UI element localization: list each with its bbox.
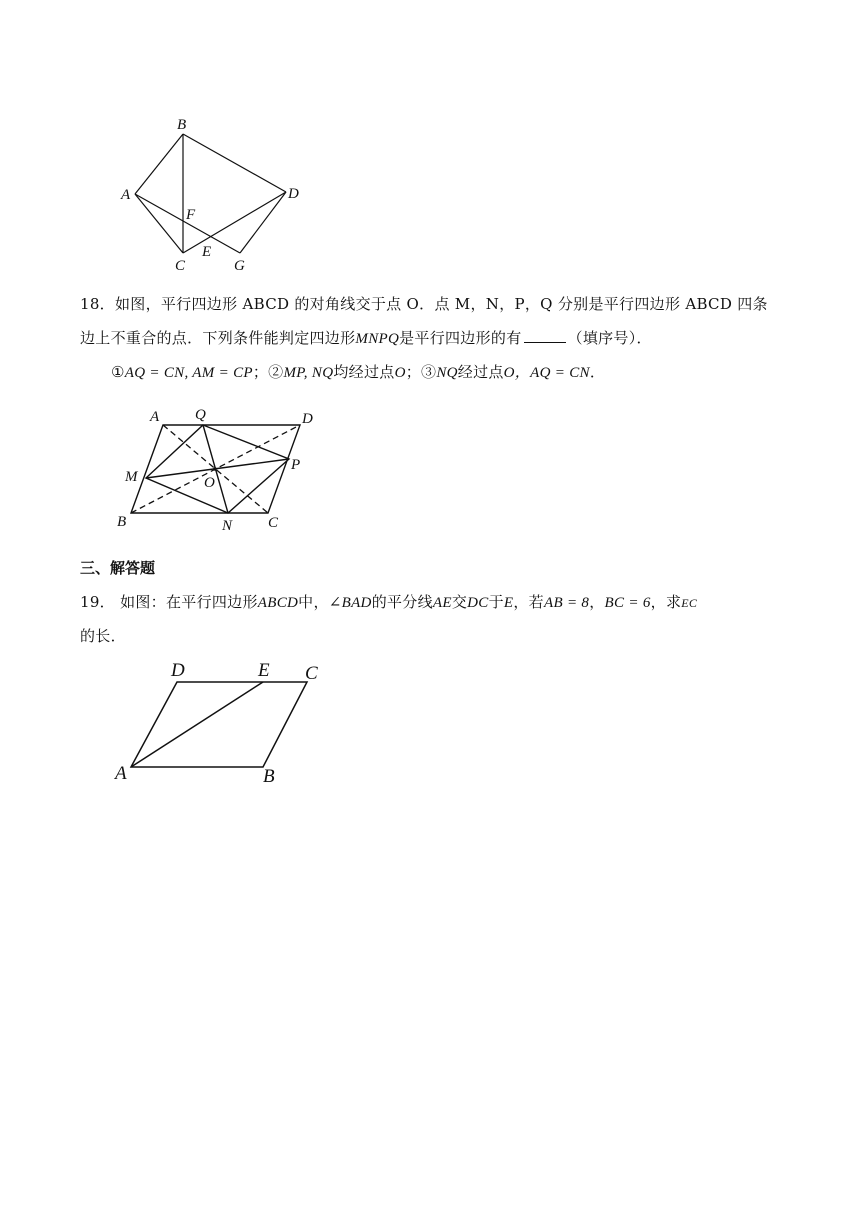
- option-end: ．: [589, 363, 606, 381]
- seg-bd: [183, 134, 286, 192]
- point-o: [213, 467, 217, 471]
- seg-cd: [183, 192, 286, 253]
- quadrilateral-mnpq: [146, 425, 289, 513]
- q19-math-a: ABCD: [257, 595, 299, 611]
- label-e: E: [202, 244, 212, 260]
- q19-text-g: ，: [589, 593, 605, 611]
- label-b: B: [177, 117, 187, 133]
- q19-text-c: 的平分线: [371, 593, 433, 611]
- label-a: A: [150, 409, 160, 425]
- q19-text-f: ，若: [513, 593, 544, 611]
- option-2-point: O: [394, 365, 406, 381]
- label-f: F: [186, 207, 196, 223]
- q18-line2: [80, 325, 652, 353]
- label-n: N: [222, 518, 233, 534]
- label-e: E: [258, 660, 270, 681]
- section-heading: 三、解答题: [80, 559, 156, 577]
- q19-text-d: 交: [451, 593, 468, 611]
- option-3-math2: AQ = CN: [530, 365, 590, 381]
- label-b: B: [117, 514, 127, 530]
- q19-text-e: 于: [488, 593, 504, 611]
- label-c: C: [268, 515, 279, 531]
- seg-gd: [240, 192, 286, 253]
- q19-text-b: 中，: [298, 593, 329, 611]
- q19-math-b: ∠BAD: [328, 595, 372, 611]
- q18-number: 18．: [80, 295, 115, 313]
- label-g: G: [234, 258, 245, 274]
- seg-ab: [135, 134, 183, 194]
- label-a: A: [115, 763, 127, 784]
- q18-line1-text: 如图，平行四边形 ABCD 的对角线交于点 O．点 M，N，P，Q 分别是平行四边形 ABCD 四条: [115, 295, 768, 313]
- option-sep-2: ；: [405, 363, 422, 381]
- seg-mp: [146, 459, 289, 478]
- label-b: B: [263, 766, 275, 787]
- q19-line1: [80, 589, 697, 617]
- q19-text-h: ，求: [650, 593, 682, 611]
- q19-math-g: BC = 6: [604, 595, 651, 611]
- option-2-mark: ②: [268, 363, 284, 381]
- q19-math-d: DC: [467, 595, 489, 611]
- label-c: C: [305, 663, 318, 684]
- parallelogram-abcd: [131, 682, 307, 767]
- q19-math-h: EC: [681, 596, 698, 610]
- option-1-math: AQ = CN, AM = CP: [124, 365, 253, 381]
- parallelogram-abcd: [131, 425, 300, 513]
- figure-1: [0, 0, 860, 280]
- label-p: P: [291, 457, 301, 473]
- q19-line2: 的长．: [80, 627, 126, 645]
- option-2-text: 均经过点: [333, 363, 395, 381]
- option-2-math: MP, NQ: [283, 365, 334, 381]
- seg-ae: [131, 682, 263, 767]
- answer-blank: [524, 328, 566, 343]
- q18-line2-before: 边上不重合的点．下列条件能判定四边形: [80, 329, 356, 347]
- q19-math-f: AB = 8: [543, 595, 590, 611]
- label-a: A: [121, 187, 131, 203]
- q18-line1: [80, 291, 768, 318]
- option-sep-1: ；: [252, 363, 269, 381]
- label-c: C: [175, 258, 186, 274]
- diagonal-ac: [163, 425, 268, 513]
- option-1-mark: ①: [111, 363, 125, 381]
- option-3-text: 经过点: [457, 363, 504, 381]
- label-m: M: [125, 469, 138, 485]
- label-d: D: [288, 186, 299, 202]
- label-q: Q: [195, 407, 206, 423]
- option-3-point: O，: [503, 365, 531, 381]
- label-d: D: [171, 660, 185, 681]
- label-d: D: [302, 411, 313, 427]
- q18-options: [111, 359, 605, 387]
- q18-line2-end: （填序号）．: [567, 329, 652, 347]
- seg-qn: [203, 425, 228, 513]
- q19-number: 19．: [80, 593, 115, 611]
- diagonal-bd: [131, 425, 300, 513]
- q19-math-c: AE: [432, 595, 452, 611]
- q19-math-e: E: [503, 595, 514, 611]
- option-3-mark: ③: [421, 363, 437, 381]
- seg-ag: [135, 194, 240, 253]
- q18-line2-math: MNPQ: [355, 331, 400, 347]
- label-o: O: [204, 475, 215, 491]
- option-3-math: NQ: [436, 365, 458, 381]
- q19-text-a: 如图：在平行四边形: [120, 593, 258, 611]
- q18-line2-after: 是平行四边形的有: [399, 329, 522, 347]
- figure-1-svg: [0, 0, 860, 280]
- seg-ac: [135, 194, 183, 253]
